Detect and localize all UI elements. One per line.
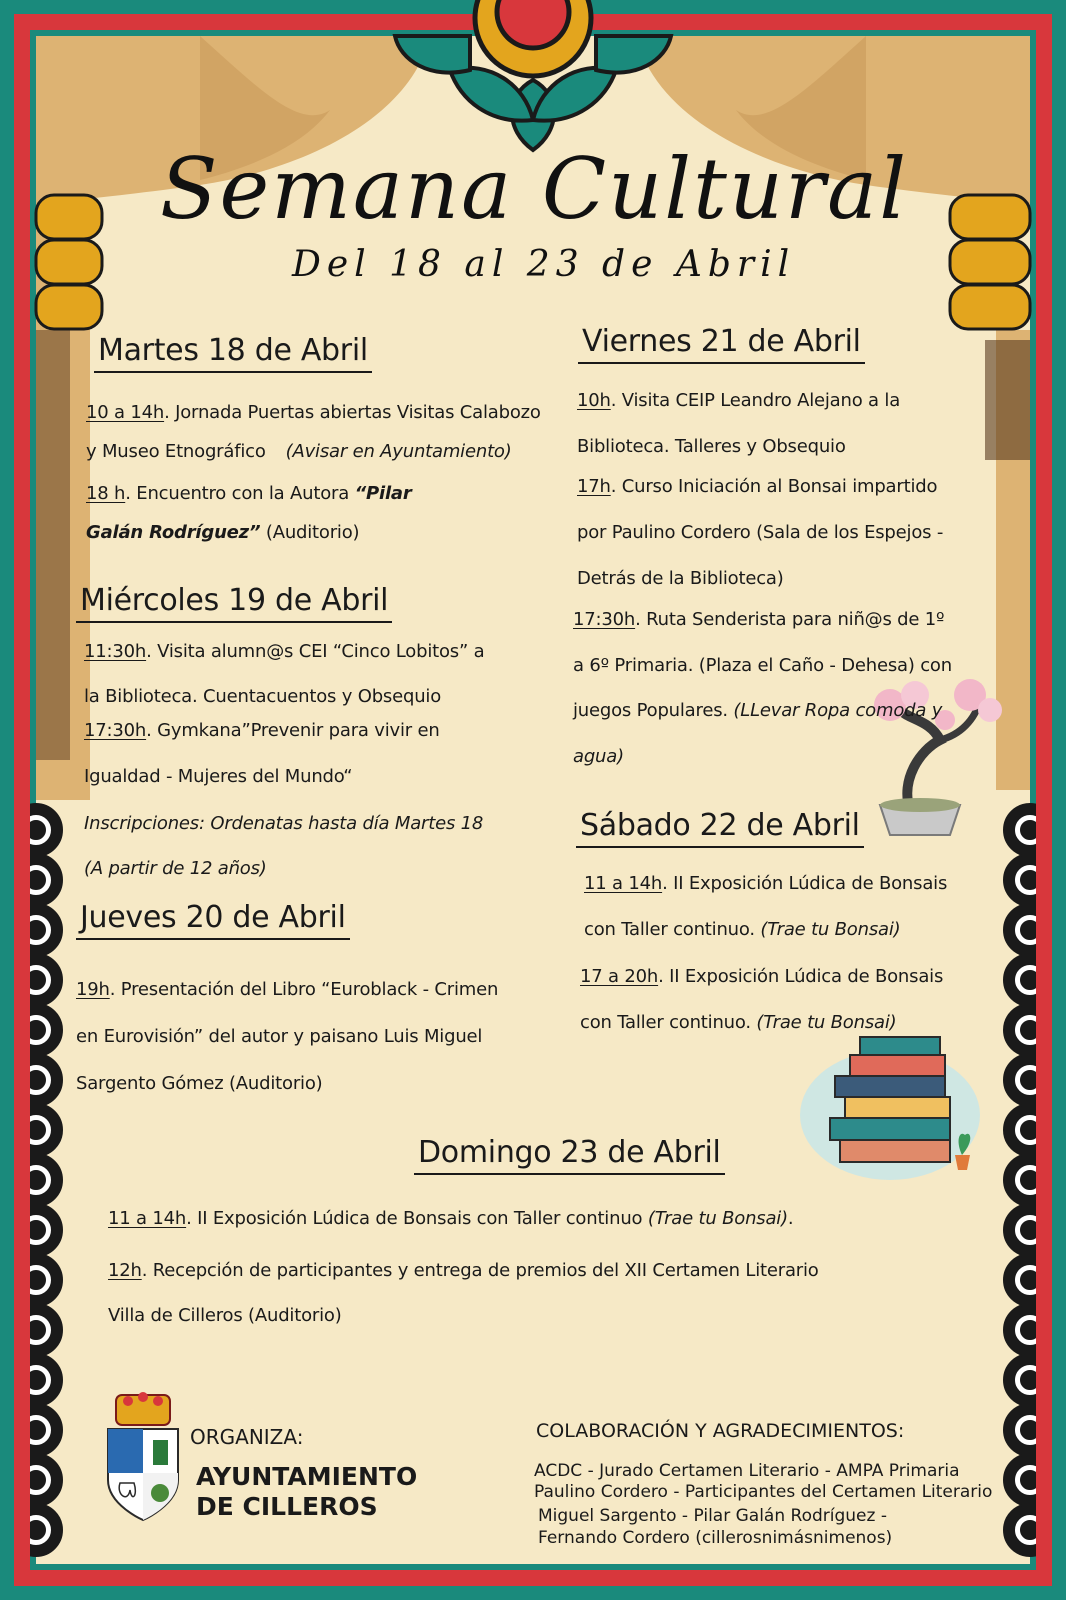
sabado-line-1 — [584, 873, 947, 895]
jueves-line-2 — [76, 1026, 482, 1048]
viernes-line-1 — [577, 390, 900, 412]
colab-line-3: Miguel Sargento - Pilar Galán Rodríguez - — [538, 1506, 887, 1526]
event-text: con Taller continuo. — [584, 919, 761, 940]
viernes-line-2 — [577, 436, 846, 458]
sabado-line-3 — [580, 966, 943, 988]
time-label: 10h — [577, 390, 611, 411]
time-label: 11 a 14h — [584, 873, 663, 894]
martes-line-3 — [86, 483, 412, 505]
event-text: . Jornada Puertas abiertas Visitas Calabozo — [164, 402, 541, 423]
martes-line-1 — [86, 402, 541, 424]
event-note: (LLevar Ropa comoda y — [733, 700, 943, 721]
event-note: (Trae tu Bonsai) — [760, 919, 901, 940]
event-text: Villa de Cilleros (Auditorio) — [108, 1305, 342, 1326]
event-text: . Presentación del Libro “Euroblack - Crimen — [109, 979, 499, 1000]
time-label: 18 h — [86, 483, 126, 504]
miercoles-line-3 — [84, 720, 440, 742]
organizer-name-line-1: AYUNTAMIENTO — [196, 1462, 418, 1491]
event-text: Sargento Gómez (Auditorio) — [76, 1073, 323, 1094]
miercoles-line-6: (A partir de 12 años) — [84, 858, 267, 879]
organiza-label: ORGANIZA: — [190, 1425, 304, 1449]
event-text: . Gymkana”Prevenir para vivir en — [146, 720, 440, 741]
event-note: (Trae tu Bonsai) — [647, 1208, 788, 1229]
event-note: (Avisar en Ayuntamiento) — [285, 441, 512, 462]
sabado-line-4 — [580, 1012, 896, 1034]
event-text: (Auditorio) — [260, 522, 360, 543]
event-text: . Visita CEIP Leandro Alejano a la — [610, 390, 901, 411]
event-text: la Biblioteca. Cuentacuentos y Obsequio — [84, 686, 442, 707]
viernes-line-7 — [573, 655, 952, 677]
miercoles-line-5: Inscripciones: Ordenatas hasta día Martes 18 — [84, 813, 484, 834]
viernes-line-5 — [577, 568, 784, 590]
jueves-line-1 — [76, 979, 498, 1001]
colab-title: COLABORACIÓN Y AGRADECIMIENTOS: — [536, 1420, 905, 1442]
day-heading-viernes: Viernes 21 de Abril — [578, 324, 865, 364]
viernes-line-8 — [573, 700, 942, 722]
event-text: . Recepción de participantes y entrega de premios del XII Certamen Literario — [141, 1260, 819, 1281]
event-text: a 6º Primaria. (Plaza el Caño - Dehesa) con — [573, 655, 952, 676]
event-text: Biblioteca. Talleres y Obsequio — [577, 436, 846, 457]
author-name: “Pilar — [354, 483, 412, 504]
colab-line-4: Fernando Cordero (cillerosnimásnimenos) — [538, 1528, 893, 1548]
martes-line-2 — [86, 441, 512, 463]
event-text: . Ruta Senderista para niñ@s de 1º — [635, 609, 945, 630]
viernes-line-6 — [573, 609, 944, 631]
miercoles-line-2 — [84, 686, 441, 708]
page-title: Semana Cultural — [160, 140, 909, 238]
event-text: . Visita alumn@s CEI “Cinco Lobitos” a — [146, 641, 485, 662]
event-text: con Taller continuo. — [580, 1012, 757, 1033]
page-subtitle: Del 18 al 23 de Abril — [292, 244, 796, 285]
author-name: Galán Rodríguez” — [86, 522, 261, 543]
event-text: . II Exposición Lúdica de Bonsais — [662, 873, 948, 894]
martes-line-4 — [86, 522, 359, 544]
domingo-line-3 — [108, 1305, 342, 1327]
domingo-line-1 — [108, 1208, 793, 1230]
event-text: en Eurovisión” del autor y paisano Luis Miguel — [76, 1026, 483, 1047]
event-text: . — [787, 1208, 794, 1229]
viernes-line-4 — [577, 522, 943, 544]
tieback-right — [950, 195, 1030, 329]
time-label: 19h — [76, 979, 110, 1000]
viernes-line-9: agua) — [573, 746, 624, 767]
tieback-left — [36, 195, 102, 329]
time-label: 17:30h — [573, 609, 636, 630]
event-note: (Trae tu Bonsai) — [756, 1012, 897, 1033]
event-text: y Museo Etnográfico — [86, 441, 266, 462]
event-text: . II Exposición Lúdica de Bonsais — [658, 966, 944, 987]
day-heading-sabado: Sábado 22 de Abril — [576, 808, 864, 848]
time-label: 17h — [577, 476, 611, 497]
time-label: 17 a 20h — [580, 966, 659, 987]
miercoles-line-1 — [84, 641, 484, 663]
event-text: Igualdad - Mujeres del Mundo“ — [84, 766, 353, 787]
sabado-line-2 — [584, 919, 900, 941]
event-text: por Paulino Cordero — [577, 522, 751, 543]
time-label: 11:30h — [84, 641, 147, 662]
event-text: . II Exposición Lúdica de Bonsais con Taller continuo — [186, 1208, 648, 1229]
viernes-line-3 — [577, 476, 937, 498]
day-heading-jueves: Jueves 20 de Abril — [76, 900, 350, 940]
colab-line-2: Paulino Cordero - Participantes del Certamen Literario — [534, 1482, 993, 1502]
day-heading-domingo: Domingo 23 de Abril — [414, 1135, 725, 1175]
domingo-line-2 — [108, 1260, 819, 1282]
day-heading-miercoles: Miércoles 19 de Abril — [76, 583, 392, 623]
event-text: . Encuentro con la Autora — [125, 483, 355, 504]
event-text: . Curso Iniciación al Bonsai impartido — [610, 476, 938, 497]
colab-line-1: ACDC - Jurado Certamen Literario - AMPA Primaria — [534, 1461, 960, 1481]
time-label: 11 a 14h — [108, 1208, 187, 1229]
event-text: Detrás de la Biblioteca) — [577, 568, 784, 589]
event-text: (Sala de los Espejos - — [750, 522, 944, 543]
coat-of-arms-icon — [108, 1392, 178, 1520]
jueves-line-3 — [76, 1073, 322, 1095]
time-label: 10 a 14h — [86, 402, 165, 423]
time-label: 12h — [108, 1260, 142, 1281]
event-text: juegos Populares. — [573, 700, 734, 721]
organizer-name-line-2: DE CILLEROS — [196, 1492, 378, 1521]
time-label: 17:30h — [84, 720, 147, 741]
miercoles-line-4 — [84, 766, 352, 788]
day-heading-martes: Martes 18 de Abril — [94, 333, 372, 373]
